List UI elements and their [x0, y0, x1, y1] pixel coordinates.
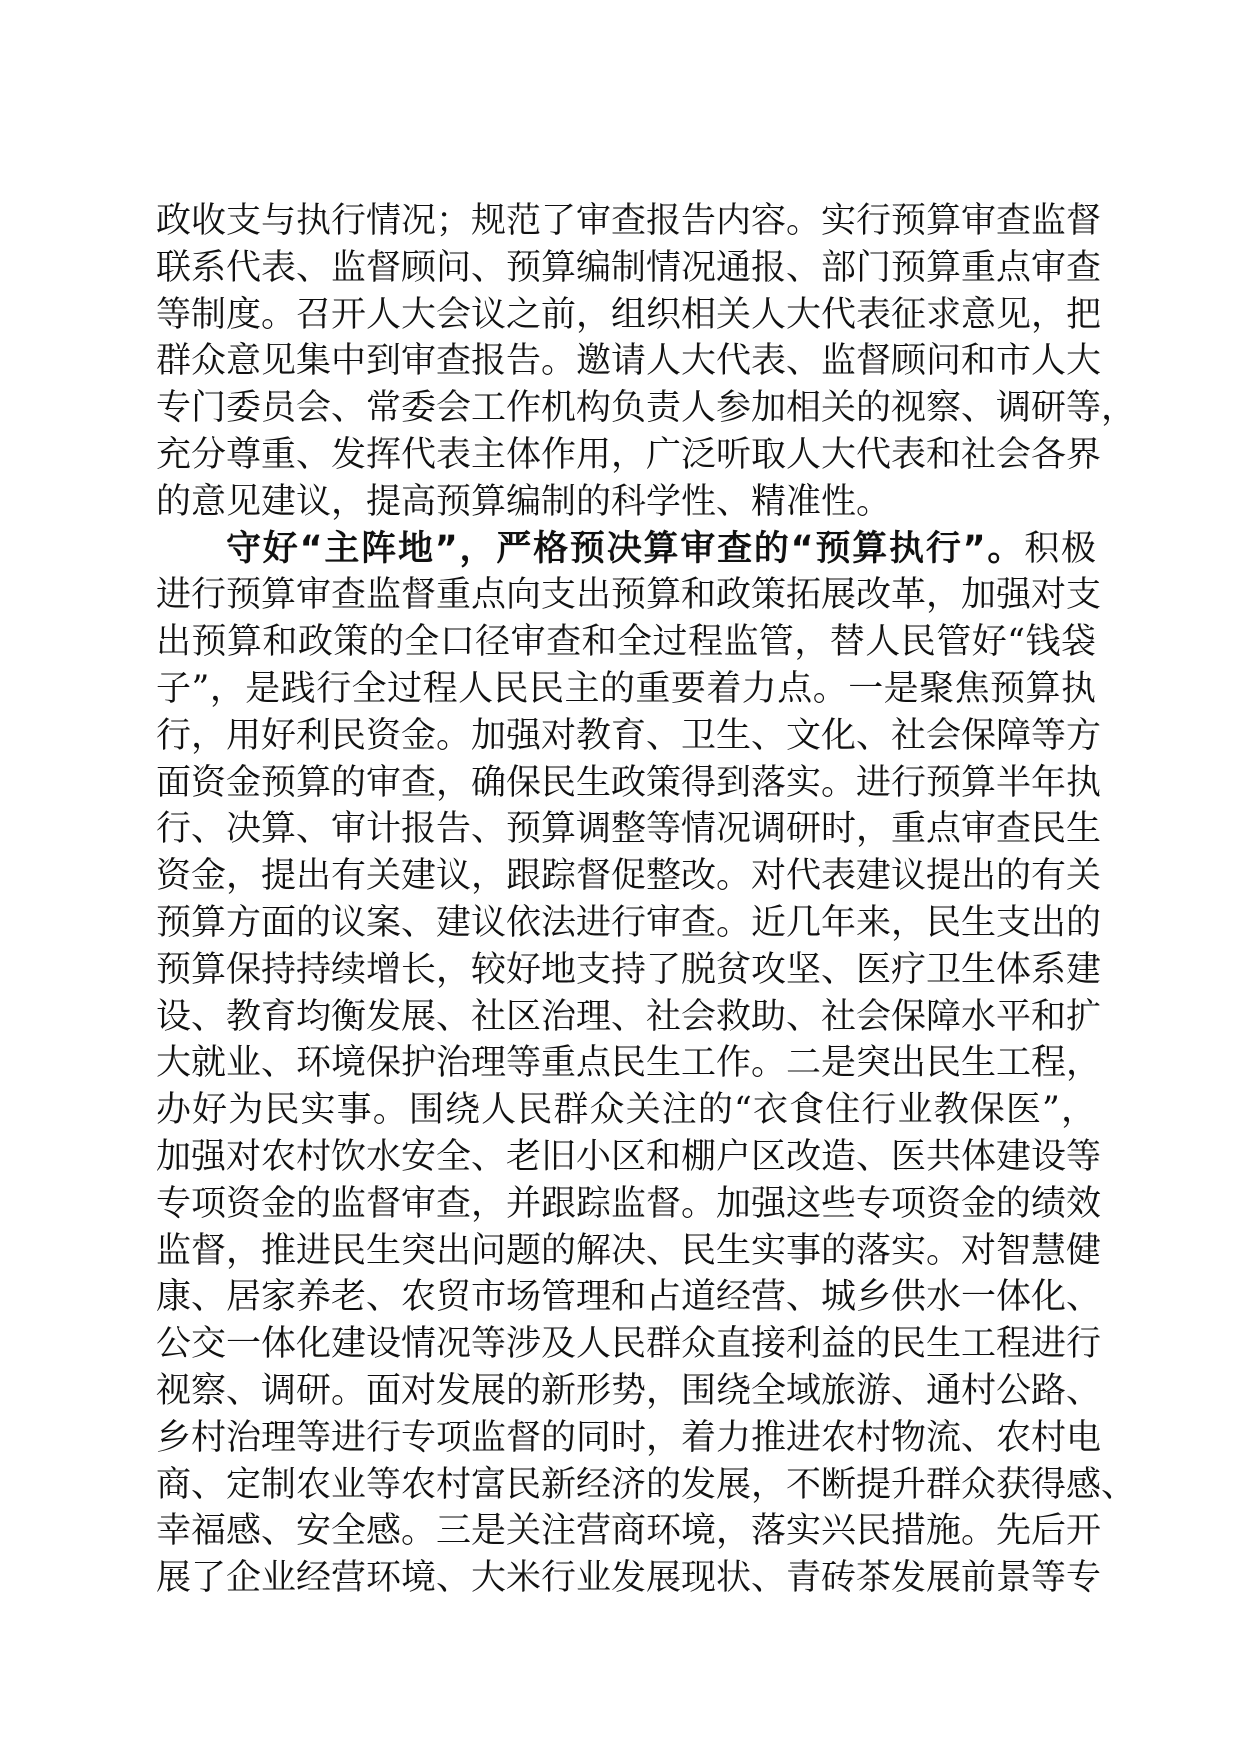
text-line: 进行预算审查监督重点向支出预算和政策拓展改革，加强对支 [156, 575, 1102, 616]
text-line: 办好为民实事。围绕人民群众关注的“衣食住行业教保医”， [156, 1090, 1096, 1131]
text-line: 视察、调研。面对发展的新形势，围绕全域旅游、通村公路、 [156, 1370, 1102, 1411]
section-heading: 守好“主阵地”，严格预决算审查的“预算执行”。 [226, 528, 1025, 569]
text-line: 资金，提出有关建议，跟踪督促整改。对代表建议提出的有关 [156, 856, 1102, 897]
text-line: 充分尊重、发挥代表主体作用，广泛听取人大代表和社会各界 [156, 434, 1102, 475]
text-line: 商、定制农业等农村富民新经济的发展，不断提升群众获得感、 [156, 1464, 1137, 1505]
text-line: 面资金预算的审查，确保民生政策得到落实。进行预算半年执 [156, 762, 1102, 803]
body-text [156, 198, 1137, 1602]
text-line: 设、教育均衡发展、社区治理、社会救助、社会保障水平和扩 [156, 996, 1102, 1037]
text-line: 子”，是践行全过程人民民主的重要着力点。一是聚焦预算执 [156, 668, 1096, 709]
text-line: 展了企业经营环境、大米行业发展现状、青砖茶发展前景等专 [156, 1558, 1102, 1599]
text-line: 等制度。召开人大会议之前，组织相关人大代表征求意见，把 [156, 294, 1102, 335]
text-line: 公交一体化建设情况等涉及人民群众直接利益的民生工程进行 [156, 1324, 1102, 1365]
text-line: 政收支与执行情况；规范了审查报告内容。实行预算审查监督 [156, 201, 1102, 241]
text-line: 大就业、环境保护治理等重点民生工作。二是突出民生工程， [156, 1043, 1102, 1084]
text-line: 预算保持持续增长，较好地支持了脱贫攻坚、医疗卫生体系建 [156, 949, 1102, 990]
heading-line-continuation: 积极 [1024, 528, 1096, 569]
text-line: 联系代表、监督顾问、预算编制情况通报、部门预算重点审查 [156, 247, 1102, 288]
text-line: 行、决算、审计报告、预算调整等情况调研时，重点审查民生 [156, 809, 1102, 850]
text-line: 幸福感、安全感。三是关注营商环境，落实兴民措施。先后开 [156, 1511, 1102, 1552]
section-heading-line [156, 526, 1096, 573]
text-line: 乡村治理等进行专项监督的同时，着力推进农村物流、农村电 [156, 1417, 1102, 1458]
text-line: 行，用好利民资金。加强对教育、卫生、文化、社会保障等方 [156, 715, 1102, 756]
text-line: 康、居家养老、农贸市场管理和占道经营、城乡供水一体化、 [156, 1277, 1102, 1318]
text-line: 预算方面的议案、建议依法进行审查。近几年来，民生支出的 [156, 902, 1102, 943]
text-line: 专门委员会、常委会工作机构负责人参加相关的视察、调研等， [156, 388, 1137, 429]
paragraph-end-line: 的意见建议，提高预算编制的科学性、精准性。 [156, 481, 892, 522]
text-line: 出预算和政策的全口径审查和全过程监管，替人民管好“钱袋 [156, 622, 1096, 663]
text-line: 群众意见集中到审查报告。邀请人大代表、监督顾问和市人大 [156, 341, 1102, 382]
text-line: 加强对农村饮水安全、老旧小区和棚户区改造、医共体建设等 [156, 1136, 1102, 1177]
text-line: 监督，推进民生突出问题的解决、民生实事的落实。对智慧健 [156, 1230, 1102, 1271]
text-line: 专项资金的监督审查，并跟踪监督。加强这些专项资金的绩效 [156, 1183, 1102, 1224]
